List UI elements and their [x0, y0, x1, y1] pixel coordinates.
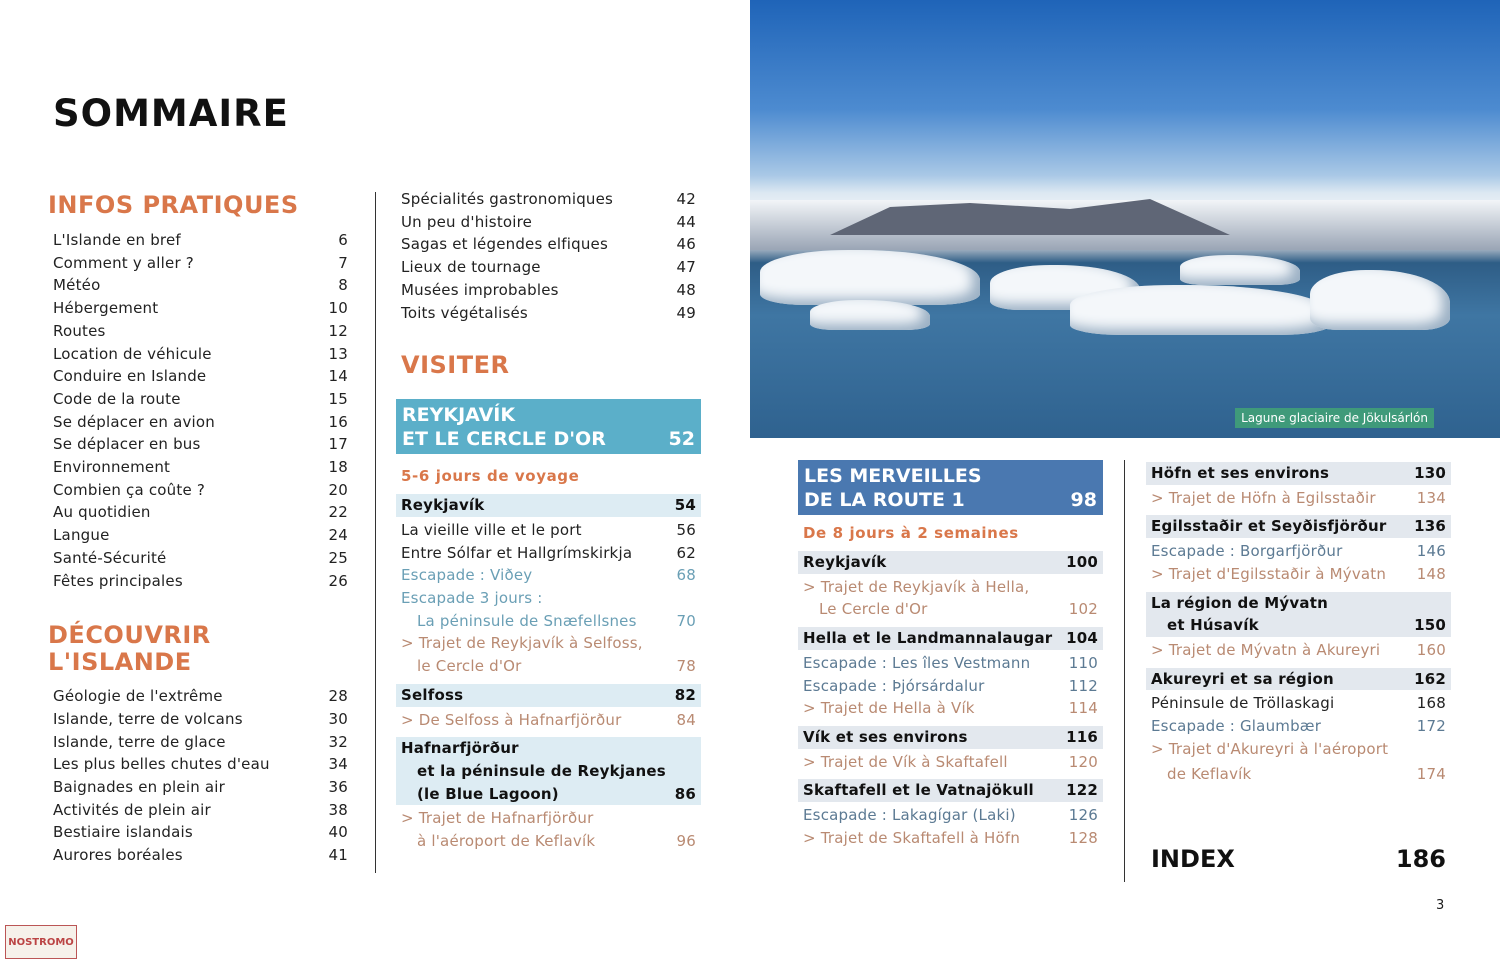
page-number: 130: [1414, 464, 1446, 482]
page-number: 104: [1066, 629, 1098, 648]
toc-entry[interactable]: [48, 708, 353, 731]
column-infos-decouvrir: [48, 192, 353, 867]
entry-label: > Trajet de Hella à Vík: [803, 699, 975, 718]
page-number: 40: [328, 823, 348, 842]
page-number: 52: [668, 428, 695, 451]
section-heading: INFOS PRATIQUES: [48, 191, 299, 219]
entry-label: Reykjavík: [803, 553, 887, 571]
entry-label: (le Blue Lagoon): [417, 784, 559, 803]
entry-label: Hébergement: [53, 299, 159, 318]
page-number: 10: [328, 299, 348, 318]
page-number: 32: [328, 732, 348, 751]
entry-label: Islande, terre de glace: [53, 732, 226, 751]
column-route-1: [798, 460, 1103, 849]
toc-entry[interactable]: [396, 587, 701, 632]
photo-caption: Lagune glaciaire de Jökulsárlón: [1235, 408, 1434, 428]
entry-label: > Trajet de Reykjavík à Selfoss,: [401, 634, 643, 653]
page-number: 100: [1066, 553, 1098, 571]
entry-label: Spécialités gastronomiques: [401, 190, 614, 208]
entry-label: et la péninsule de Reykjanes: [417, 761, 666, 780]
page-number: 122: [1066, 781, 1098, 800]
page-number: 30: [328, 709, 348, 728]
toc-entry[interactable]: [48, 297, 353, 320]
toc-entry[interactable]: [798, 576, 1103, 621]
page-title: SOMMAIRE: [53, 92, 289, 135]
page-number: 136: [1414, 517, 1446, 536]
page-number: 62: [676, 543, 696, 562]
page-number: 14: [328, 367, 348, 386]
page-number: 98: [1070, 489, 1097, 511]
page-number: 17: [328, 435, 348, 454]
toc-group[interactable]: [1146, 515, 1451, 538]
toc-entry[interactable]: [48, 731, 353, 754]
entry-label: Fêtes principales: [53, 571, 183, 590]
page-number: 116: [1066, 727, 1098, 746]
nostromo-logo: NOSTROMO: [5, 925, 77, 959]
page-number: 12: [328, 321, 348, 340]
toc-entry[interactable]: [48, 479, 353, 502]
toc-entry[interactable]: [396, 807, 701, 852]
divider: [1124, 460, 1125, 882]
entry-label: Lieux de tournage: [401, 258, 541, 277]
toc-entry[interactable]: [48, 821, 353, 844]
entry-label: Egilsstaðir et Seyðisfjörður: [1151, 517, 1387, 536]
toc-entry[interactable]: [798, 751, 1103, 774]
page-number: 46: [676, 235, 696, 254]
page-number: 134: [1416, 488, 1446, 507]
entry-label: > Trajet d'Akureyri à l'aéroport: [1151, 739, 1389, 758]
toc-entry[interactable]: [396, 233, 701, 256]
page-number: 42: [676, 190, 696, 208]
toc-entry[interactable]: [48, 799, 353, 822]
toc-entry[interactable]: [48, 501, 353, 524]
entry-label: L'Islande en bref: [53, 231, 181, 249]
toc-entry[interactable]: [798, 675, 1103, 698]
entry-label: Akureyri et sa région: [1151, 669, 1334, 688]
page-number: 126: [1068, 806, 1098, 825]
entry-label: Location de véhicule: [53, 344, 212, 363]
toc-group[interactable]: [1146, 668, 1451, 691]
page-number: 34: [328, 755, 348, 774]
toc-entry[interactable]: [798, 827, 1103, 850]
column-route-1-continued: [1146, 456, 1451, 786]
entry-label: Un peu d'histoire: [401, 212, 533, 231]
toc-group[interactable]: [396, 684, 701, 707]
toc-entry[interactable]: [48, 570, 353, 593]
page-number: 15: [328, 389, 348, 408]
entry-label: > Trajet de Höfn à Egilsstaðir: [1151, 488, 1376, 507]
entry-label: Höfn et ses environs: [1151, 464, 1330, 482]
page-number: 18: [328, 458, 348, 477]
section-heading: DÉCOUVRIR L'ISLANDE: [48, 621, 211, 677]
toc-entry[interactable]: [798, 804, 1103, 827]
toc-group[interactable]: [1146, 592, 1451, 637]
page-number: 70: [676, 611, 696, 630]
entry-label: Escapade : Les îles Vestmann: [803, 653, 1031, 672]
entry-label: Escapade : Lakagígar (Laki): [803, 806, 1016, 825]
toc-entry[interactable]: [396, 542, 701, 565]
page-number: 150: [1414, 616, 1446, 635]
toc-entry[interactable]: [1146, 639, 1451, 662]
entry-label: Baignades en plein air: [53, 778, 225, 797]
photo-jokulsarlon: [750, 0, 1500, 438]
entry-label: Entre Sólfar et Hallgrímskirkja: [401, 543, 633, 562]
page-number: 49: [676, 303, 696, 322]
toc-group[interactable]: [798, 779, 1103, 802]
entry-label: Les plus belles chutes d'eau: [53, 755, 270, 774]
entry-label: Hafnarfjörður: [401, 739, 519, 758]
page-number: 128: [1068, 828, 1098, 847]
chapter-title: REYKJAVÍK: [402, 404, 516, 427]
entry-label: Reykjavík: [401, 496, 485, 515]
toc-entry[interactable]: [48, 274, 353, 297]
page-number: 47: [676, 258, 696, 277]
page-number: 160: [1416, 640, 1446, 659]
entry-label: Toits végétalisés: [401, 303, 528, 322]
entry-label: de Keflavík: [1167, 765, 1252, 784]
page-number: 36: [328, 778, 348, 797]
entry-label: > De Selfoss à Hafnarfjörður: [401, 710, 622, 729]
page-number: 174: [1416, 765, 1446, 784]
entry-label: Code de la route: [53, 389, 181, 408]
entry-label: Activités de plein air: [53, 800, 211, 819]
page-number: 8: [338, 276, 348, 295]
toc-entry[interactable]: [1146, 692, 1451, 715]
entry-label: Escapade 3 jours :: [401, 589, 543, 608]
entry-label: Comment y aller ?: [53, 253, 194, 272]
entry-label: Skaftafell et le Vatnajökull: [803, 781, 1034, 800]
page-number: 13: [328, 344, 348, 363]
toc-entry[interactable]: [396, 519, 701, 542]
page-number: 38: [328, 800, 348, 819]
toc-entry[interactable]: [1146, 738, 1451, 786]
entry-label: le Cercle d'Or: [417, 657, 522, 676]
entry-label: > Trajet de Hafnarfjörður: [401, 809, 594, 828]
entry-label: Se déplacer en avion: [53, 412, 215, 431]
toc-entry[interactable]: [396, 632, 701, 677]
toc-entry[interactable]: [798, 697, 1103, 720]
entry-label: > Trajet de Skaftafell à Höfn: [803, 828, 1021, 847]
toc-group[interactable]: [396, 494, 701, 517]
toc-entry[interactable]: [48, 844, 353, 867]
page-number: 112: [1068, 676, 1098, 695]
page-number: 102: [1068, 600, 1098, 619]
page-number: 6: [338, 231, 348, 249]
page-number: 56: [676, 520, 696, 539]
toc-entry[interactable]: [48, 776, 353, 799]
entry-label: Sagas et légendes elfiques: [401, 235, 608, 254]
entry-label: Selfoss: [401, 685, 464, 704]
column-visiter: [396, 188, 701, 853]
page-number: 168: [1416, 694, 1446, 713]
section-heading: VISITER: [401, 351, 510, 380]
page-number: 25: [328, 548, 348, 567]
entry-label: Escapade : Borgarfjörður: [1151, 542, 1343, 561]
duration: De 8 jours à 2 semaines: [803, 524, 1019, 542]
page-number: 26: [328, 571, 348, 590]
entry-label: La vieille ville et le port: [401, 520, 582, 539]
entry-label: Musées improbables: [401, 280, 559, 299]
toc-entry[interactable]: [396, 279, 701, 302]
page-number: 68: [676, 566, 696, 585]
toc-entry[interactable]: [48, 456, 353, 479]
toc-entry[interactable]: [48, 388, 353, 411]
toc-entry[interactable]: [396, 256, 701, 279]
toc-entry[interactable]: [48, 753, 353, 776]
page-number: 186: [1395, 845, 1446, 873]
entry-label: et Húsavík: [1167, 616, 1259, 635]
page-number: 16: [328, 412, 348, 431]
toc-entry[interactable]: [48, 524, 353, 547]
entry-label: La région de Mývatn: [1151, 593, 1328, 612]
entry-label: Routes: [53, 321, 106, 340]
duration: 5-6 jours de voyage: [401, 467, 580, 486]
page-number: 28: [328, 687, 348, 706]
entry-label: Islande, terre de volcans: [53, 709, 243, 728]
toc-entry[interactable]: [1146, 563, 1451, 586]
chapter-box-route-1[interactable]: [798, 460, 1103, 515]
chapter-box-reykjavik[interactable]: [396, 399, 701, 454]
page-number: 114: [1068, 699, 1098, 718]
toc-entry[interactable]: [48, 547, 353, 570]
entry-label: Langue: [53, 526, 110, 545]
entry-label: Hella et le Landmannalaugar: [803, 629, 1053, 648]
entry-label: La péninsule de Snæfellsnes: [417, 611, 637, 630]
page-number: 7: [338, 253, 348, 272]
chapter-title: DE LA ROUTE 1: [804, 489, 965, 511]
page-number: 41: [328, 846, 348, 865]
entry-label: Escapade : Glaumbær: [1151, 717, 1322, 736]
page-number: 148: [1416, 564, 1446, 583]
entry-label: à l'aéroport de Keflavík: [417, 832, 596, 851]
toc-entry[interactable]: [396, 709, 701, 732]
chapter-title: ET LE CERCLE D'OR: [402, 428, 606, 451]
entry-label: Conduire en Islande: [53, 367, 207, 386]
toc-entry[interactable]: [48, 320, 353, 343]
page-number: 162: [1414, 669, 1446, 688]
page-number: 120: [1068, 752, 1098, 771]
page-number: 22: [328, 503, 348, 522]
toc-group[interactable]: [798, 627, 1103, 650]
divider: [375, 192, 376, 873]
toc-entry[interactable]: [396, 188, 701, 211]
entry-label: Aurores boréales: [53, 846, 183, 865]
entry-label: > Trajet de Reykjavík à Hella,: [803, 577, 1030, 596]
index-label: INDEX: [1151, 845, 1235, 873]
entry-label: Au quotidien: [53, 503, 151, 522]
page-number: 48: [676, 280, 696, 299]
entry-label: Escapade : Þjórsárdalur: [803, 676, 985, 695]
entry-label: > Trajet de Mývatn à Akureyri: [1151, 640, 1381, 659]
index-entry[interactable]: [1151, 845, 1446, 873]
page-number: 146: [1416, 542, 1446, 561]
toc-entry[interactable]: [1146, 715, 1451, 738]
entry-label: Santé-Sécurité: [53, 548, 167, 567]
toc-group[interactable]: [798, 551, 1103, 574]
entry-label: Se déplacer en bus: [53, 435, 201, 454]
page-number: 44: [676, 212, 696, 231]
toc-entry[interactable]: [48, 229, 353, 252]
entry-label: Escapade : Viðey: [401, 566, 533, 585]
page-number: 54: [674, 496, 696, 515]
entry-label: Environnement: [53, 458, 171, 477]
entry-label: > Trajet de Vík à Skaftafell: [803, 752, 1008, 771]
toc-group[interactable]: [798, 726, 1103, 749]
toc-group[interactable]: [396, 737, 701, 805]
page-number: 24: [328, 526, 348, 545]
toc-entry[interactable]: [798, 652, 1103, 675]
entry-label: > Trajet d'Egilsstaðir à Mývatn: [1151, 564, 1387, 583]
entry-label: Combien ça coûte ?: [53, 480, 206, 499]
page-number: 110: [1068, 653, 1098, 672]
page-number: 82: [674, 685, 696, 704]
chapter-title: LES MERVEILLES: [804, 465, 982, 487]
toc-entry[interactable]: [48, 252, 353, 275]
entry-label: Le Cercle d'Or: [819, 600, 928, 619]
page-number: 86: [674, 784, 696, 803]
page-number: 172: [1416, 717, 1446, 736]
page-number-footer: 3: [1436, 898, 1445, 913]
entry-label: Géologie de l'extrême: [53, 687, 223, 706]
toc-entry[interactable]: [48, 365, 353, 388]
page-number: 84: [676, 710, 696, 729]
toc-entry[interactable]: [396, 564, 701, 587]
toc-entry[interactable]: [48, 411, 353, 434]
toc-entry[interactable]: [48, 343, 353, 366]
page-number: 20: [328, 480, 348, 499]
page-number: 96: [676, 832, 696, 851]
entry-label: Météo: [53, 276, 101, 295]
entry-label: Péninsule de Tröllaskagi: [1151, 694, 1335, 713]
toc-entry[interactable]: [396, 211, 701, 234]
entry-label: Bestiaire islandais: [53, 823, 193, 842]
page-number: 78: [676, 657, 696, 676]
toc-entry[interactable]: [1146, 540, 1451, 563]
toc-group[interactable]: [1146, 462, 1451, 485]
toc-entry[interactable]: [48, 685, 353, 708]
toc-entry[interactable]: [396, 302, 701, 325]
toc-entry[interactable]: [48, 433, 353, 456]
toc-entry[interactable]: [1146, 487, 1451, 510]
entry-label: Vík et ses environs: [803, 727, 968, 746]
